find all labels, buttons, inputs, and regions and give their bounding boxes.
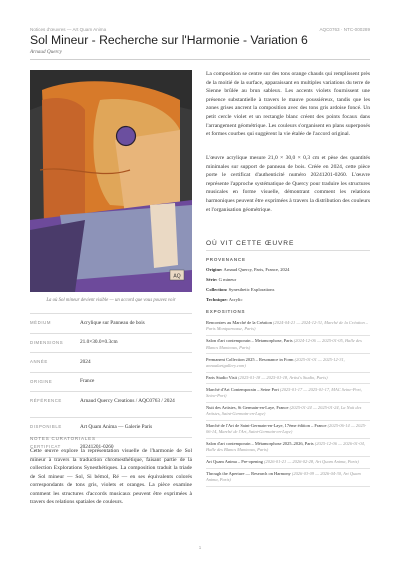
exhibition-title: Through the Aperture — Research on Harmony: [206, 471, 291, 477]
provenance-heading: PROVENANCE: [206, 257, 246, 262]
spec-value: 2024: [80, 353, 192, 373]
exhibition-meta: (2025-01-01 — 2025-12-31, annualartgallery.com): [206, 356, 345, 368]
spec-row-origin: [30, 372, 192, 392]
exhibition-meta: (2026-01-21 — 2026-02-28, Art Quam Anima, Paris): [264, 459, 359, 465]
exhibition-meta: (2026-03-09 — 2026-04-30, Art Quam Anima, Paris): [206, 471, 361, 483]
spec-row-reference: [30, 392, 192, 418]
exhibition-item[interactable]: [206, 336, 370, 354]
where-heading: OÙ VIT CETTE ŒUVRE: [206, 240, 295, 247]
spec-value[interactable]: Art Quam Anima — Galerie Paris: [80, 418, 192, 438]
reference-code: AQC0763 · NTC-000289: [319, 27, 370, 32]
spec-label: DIMENSIONS: [30, 333, 80, 353]
exhibition-item[interactable]: [206, 469, 370, 487]
spec-value: Arnaud Quercy Creations / AQC0763 / 2024: [80, 392, 192, 418]
page-number: 1: [198, 545, 202, 550]
exhibition-title: Permanent Collection 2025 – Resonance in Form: [206, 356, 294, 362]
artwork-image[interactable]: [30, 70, 192, 292]
provenance-collection: [206, 287, 370, 292]
series-value: G mineur: [218, 277, 237, 282]
provenance-technique: [206, 297, 370, 302]
origin-label: Origine:: [206, 267, 223, 272]
where-divider: [206, 250, 370, 251]
description-paragraph-2: L'œuvre acrylique mesure 21,0 × 30,0 × 0,3 cm et pèse des quantités minimales sur support de panneau de bois. Créée en 2024, cette pièce porte le certificat d'authenticité numéro 20241201-0260. L'œuvre représente l'approche systématique de Quercy pour traduire les structures musicales en forme visuelle, démontrant comment les relations harmoniques peuvent être exprimées à travers la distribution des couleurs et l'organisation géométrique.: [206, 155, 370, 213]
exhibition-item[interactable]: [206, 373, 370, 385]
spec-value: France: [80, 372, 192, 392]
exhibition-title: Marché d'Art Contemporain – Seine Port: [206, 386, 279, 392]
header-divider: [30, 59, 370, 60]
exhibition-title: Nuit des Artistes, St Germain-en-Laye, France: [206, 404, 289, 410]
collection-value: Synesthetic Explorations: [228, 287, 275, 292]
spec-label: DISPONIBLE: [30, 418, 80, 438]
exhibitions-heading: EXPOSITIONS: [206, 309, 246, 314]
exhibition-meta: (2025-01-17 — 2025-01-17, MAC Seine-Port, Seine-Port): [206, 386, 362, 398]
spec-label: ORIGINE: [30, 372, 80, 392]
series-label: Série:: [206, 277, 218, 282]
spec-value: 21.0×30.0×0.3cm: [80, 333, 192, 353]
technique-label: Technique:: [206, 297, 228, 302]
painting-white-rectangle: [150, 203, 178, 268]
exhibition-title: Marché de l'Art de Saint-Germain-en-Laye, 17ème édition – France: [206, 422, 327, 428]
spec-label: ANNÉE: [30, 353, 80, 373]
provenance-series: [206, 277, 370, 282]
exhibition-meta: (2025-01-24 — 2025-01-24, La Nuit des Artistes, Saint-Germain-en-Laye): [206, 404, 362, 417]
curatorial-notes-heading: NOTES CURATORIALES: [30, 436, 96, 441]
collection-label: Collection:: [206, 287, 228, 292]
exhibition-item[interactable]: [206, 354, 370, 372]
spec-row-dimensions: [30, 333, 192, 353]
exhibition-item[interactable]: [206, 421, 370, 439]
exhibition-item[interactable]: [206, 318, 370, 336]
exhibitions-list: [206, 318, 370, 487]
exhibition-meta: (2024-04-21 — 2024-12-31, Marché de la Création – Paris Montparnasse, Paris): [206, 320, 369, 332]
top-bar: [30, 27, 370, 32]
spec-row-available: [30, 418, 192, 438]
origin-value: Arnaud Quercy, Paris, France, 2024: [223, 267, 290, 272]
painting-signature: AQ: [173, 273, 181, 280]
provenance-origin: [206, 267, 370, 272]
painting-sienna-plane: [42, 98, 85, 228]
exhibition-title: Paris Studio Visit: [206, 374, 237, 380]
exhibition-meta: (2025-06-14 — 2025-06-14, Marché de l'Art, Saint-Germain-en-Laye): [206, 422, 367, 435]
exhibition-item[interactable]: [206, 403, 370, 421]
exhibition-meta: (2024-12-06 — 2025-01-05, Halle des Blancs Manteaux, Paris): [206, 338, 362, 350]
breadcrumb[interactable]: Notices d'œuvres — Art Quam Anima: [30, 27, 107, 32]
exhibition-meta: (2025-01-18 — 2025-01-18, Artist's Studio, Paris): [238, 374, 328, 380]
spec-value: Acrylique sur Panneau de bois: [80, 314, 192, 334]
exhibition-title: Rencontres au Marché de la Création: [206, 320, 272, 326]
spec-label: CERTIFICAT: [30, 437, 80, 457]
spec-value: 20241201-0260: [80, 437, 192, 457]
exhibition-item[interactable]: [206, 457, 370, 469]
artist-name[interactable]: Arnaud Quercy: [30, 49, 62, 55]
exhibition-title: Art Quam Anima – Pre-opening: [206, 459, 263, 465]
artwork-caption: La où Sol mineur devient visible — un accord que vous pouvez voir: [46, 298, 176, 303]
artwork-painting: [30, 70, 192, 292]
exhibition-meta: (2025-12-06 — 2026-01-04, Halle des Blancs Manteaux, Paris): [206, 441, 365, 453]
spec-row-year: [30, 353, 192, 373]
artwork-title: Sol Mineur - Recherche sur l'Harmonie - Variation 6: [30, 33, 308, 47]
spec-row-medium: [30, 314, 192, 334]
technique-value: Acrylic: [228, 297, 243, 302]
spec-label: RÉFÉRENCE: [30, 392, 80, 418]
description-paragraph-1: La composition se centre sur des tons orange chauds qui remplissent près de la moitié de la surface, apparaissant en multiples variations du terre de Sienne brûlée au brun sableux. Les accents violets fournissent une présence substantielle à travers le mauve poussiéreux, tandis que les zones grises ancrent la composition avec des tons gris ardoise foncé. Un petit cercle violet et un rectangle blanc créent des points focaux dans l'arrangement géométrique. Les couleurs s'organisent en plans superposés et formes courbes qui suggèrent la vie étalée de l'accord original.: [206, 71, 370, 138]
exhibition-item[interactable]: [206, 439, 370, 457]
spec-label: MÉDIUM: [30, 314, 80, 334]
curatorial-notes-text: Cette œuvre explore la représentation visuelle de l'harmonie de Sol mineur à travers la traduction chromesthétique, faisant partie de la collection Explorations Synesthétiques. La composition traduit la triade de Sol mineur — Sol, Si bémol, Ré — en ses équivalents colorés correspondants de tons gris, violets et oranges. La pièce examine comment les structures d'accords musicaux peuvent être exprimées à travers des relations spatiales de couleurs.: [30, 448, 192, 505]
painting-violet-circle: [117, 127, 136, 146]
exhibition-title: Salon d'art contemporain – Metamorphose, Paris: [206, 338, 293, 344]
exhibition-title: Salon d'art contemporain – Métamorphose 2025–2026, Paris: [206, 441, 314, 447]
exhibition-item[interactable]: [206, 384, 370, 402]
